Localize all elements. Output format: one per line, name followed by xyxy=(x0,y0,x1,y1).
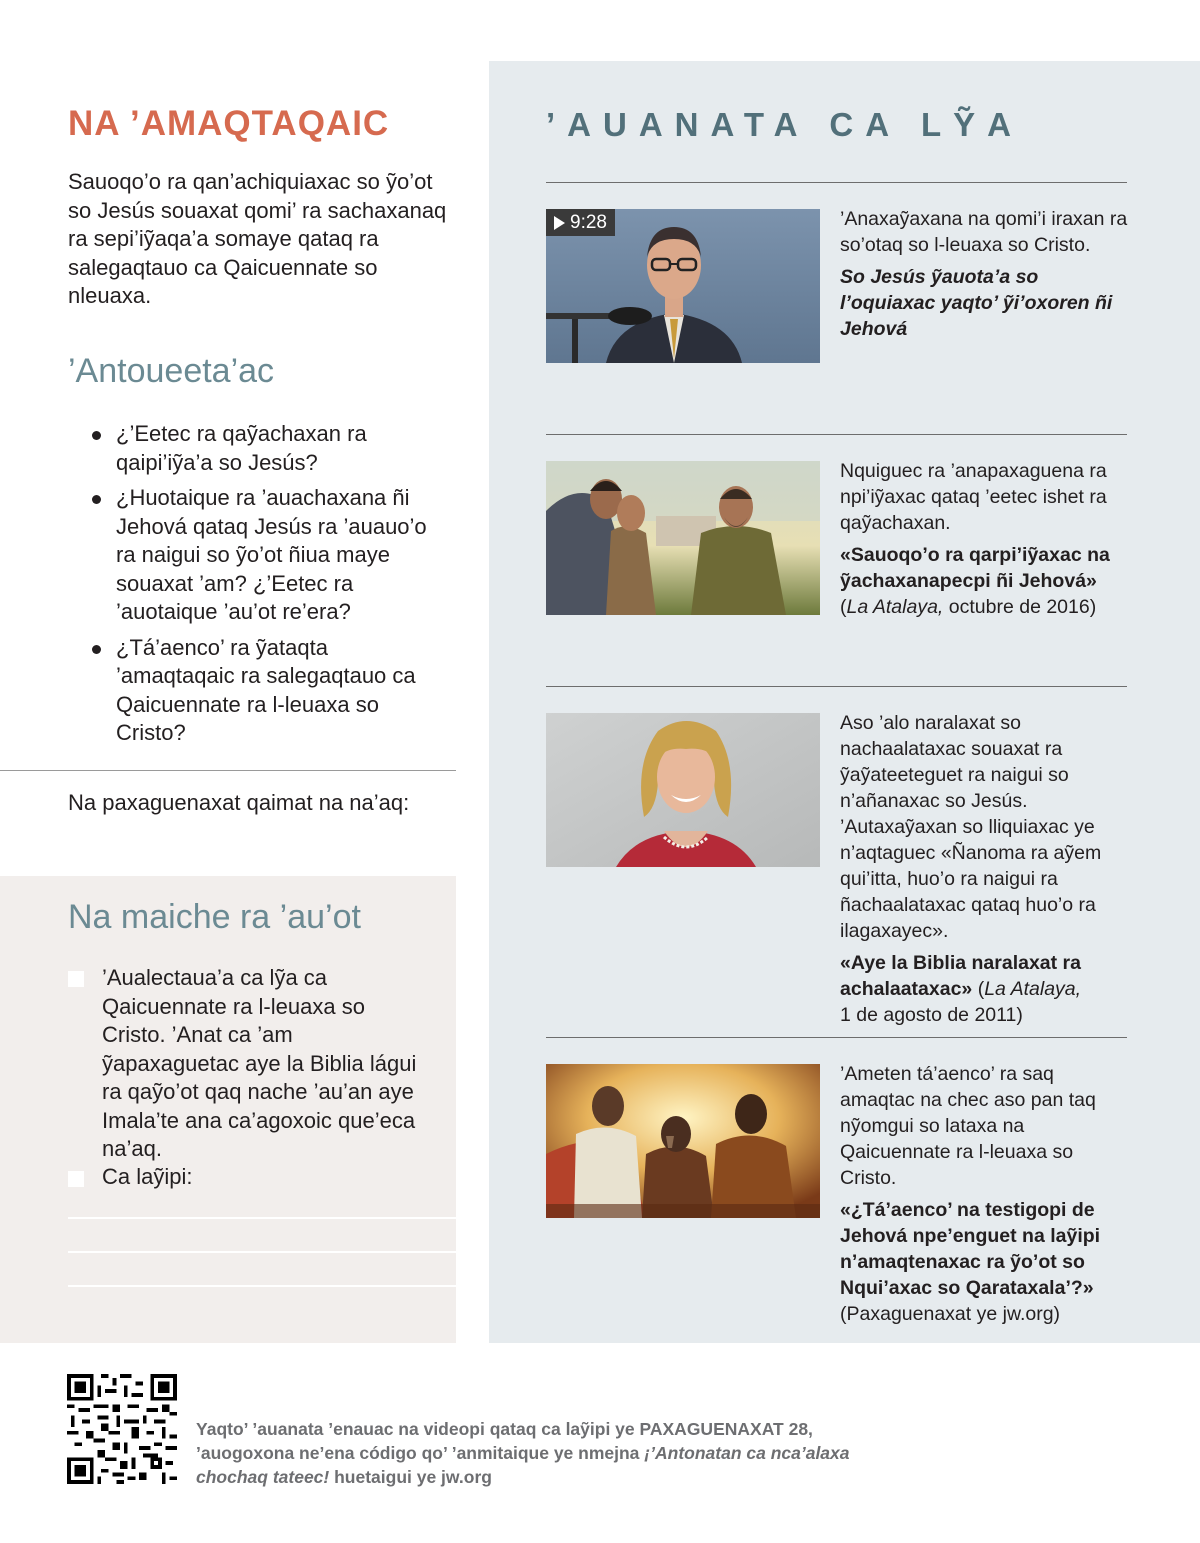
review-heading: ’Antoueeta’ac xyxy=(68,352,275,390)
summary-heading: NA ’AMAQTAQAIC xyxy=(68,104,390,143)
item-divider xyxy=(546,686,1127,687)
item-description: Aso ’alo naralaxat so nachaalataxac souaxat ra ỹaỹateeteguet ra naigui so n’añanaxac so Jesús. ’Autaxaỹaxan so lliquiaxac ye n’aqtaguec «Ñanoma ra aỹem qui’itta, huo’o ra naigui ra ñachaalataxac qataq huo’o ra ilagaxayec». xyxy=(840,712,1102,942)
qr-code[interactable] xyxy=(67,1374,177,1484)
publication-name: La Atalaya, xyxy=(984,978,1082,1000)
item-description: ’Anaxaỹaxana na qomi’i iraxan ra so’otaq so l-leuaxa so Cristo. xyxy=(840,208,1128,256)
review-question: ¿’Eetec ra qaỹachaxan ra qaipi’iỹa’a so Jesús? xyxy=(92,420,442,477)
write-in-line[interactable] xyxy=(68,1251,456,1253)
date-label: Na paxaguenaxat qaimat na na’aq: xyxy=(68,790,410,815)
video-duration: 9:28 xyxy=(570,212,607,233)
article-title-link[interactable]: «Sauoqo’o ra qarpi’iỹaxac na ỹachaxanapecpi ñi Jehová» xyxy=(840,544,1110,592)
article-source: (Paxaguenaxat ye jw.org) xyxy=(840,1303,1061,1325)
explore-heading: ’AUANATA CA LỸA xyxy=(546,106,1023,143)
publication-date: octubre de 2016) xyxy=(943,596,1097,618)
footer-line: ’auogoxona ne’ena código qo’ ’anmitaique ye nmejna xyxy=(196,1443,640,1463)
goal-text: ’Aualectaua’a ca lỹa ca Qaicuennate ra l-leuaxa so Cristo. ’Anat ca ’am ỹapaxaguetac aye la Biblia lágui ra qaỹo’ot qaq nache ’au’an aye Imala’te ana ca’agoxoic que’eca na’aq. xyxy=(102,965,417,1161)
footer-link-text[interactable]: ¡’Antonatan ca nca’alaxa chochaq tateec! xyxy=(196,1443,850,1487)
footer-note xyxy=(196,1417,856,1489)
article-thumbnail[interactable] xyxy=(546,713,820,867)
item-divider xyxy=(546,1037,1127,1038)
goal-checkbox[interactable] xyxy=(68,971,84,987)
write-in-line[interactable] xyxy=(68,1217,456,1219)
other-goal-label: Ca laỹipi: xyxy=(102,1164,193,1189)
article-title-link[interactable]: «Aye la Biblia naralaxat ra achalaataxac» xyxy=(840,952,1081,1000)
goal-heading: Na maiche ra ’au’ot xyxy=(68,898,361,936)
video-title-link[interactable]: So Jesús ỹauota’a so l’oquiaxac yaqto’ ỹi’oxoren ñi Jehová xyxy=(840,266,1113,340)
item-description: Nquiguec ra ’anapaxaguena ra npi’iỹaxac qataq ’eetec ishet ra qaỹachaxan. xyxy=(840,460,1107,534)
article-thumbnail[interactable] xyxy=(546,1064,820,1218)
other-goal-checkbox[interactable] xyxy=(68,1171,84,1187)
article-thumbnail[interactable] xyxy=(546,461,820,615)
item-description: ’Ameten tá’aenco’ ra saq amaqtac na chec aso pan taq nỹomgui so lataxa na Qaicuennate ra l-leuaxa so Cristo. xyxy=(840,1063,1096,1189)
explore-item: Nquiguec ra ’anapaxaguena ra npi’iỹaxac qataq ’eetec ishet ra qaỹachaxan. «Sauoqo’o ra qarpi’iỹaxac na ỹachaxanapecpi ñi Jehová» (La Atalaya, octubre de 2016) xyxy=(840,458,1130,626)
summary-text: Sauoqo’o ra qan’achiquiaxac so ỹo’ot so Jesús souaxat qomi’ ra sachaxanaq ra sepi’iỹaqa’a somaye qataq ra salegaqtauo ca Qaicuennate so nleuaxa. xyxy=(68,169,447,308)
publication-date: 1 de agosto de 2011) xyxy=(840,1004,1023,1026)
explore-item xyxy=(840,1061,1130,1333)
write-in-line[interactable] xyxy=(68,1285,456,1287)
review-question: ¿Tá’aenco’ ra ỹataqta ’amaqtaqaic ra salegaqtauo ca Qaicuennate ra l-leuaxa so Cristo? xyxy=(92,634,442,748)
explore-item: Aso ’alo naralaxat so nachaalataxac souaxat ra ỹaỹateeteguet ra naigui so n’añanaxac so Jesús. ’Autaxaỹaxan so lliquiaxac ye n’aqtaguec «Ñanoma ra aỹem qui’itta, huo’o ra naigui ra ñachaalataxac qataq huo’o ra ilagaxayec». «Aye la Biblia naralaxat ra achalaataxac» (La Atalaya, 1 de agosto de 2011) xyxy=(840,710,1130,1034)
play-icon xyxy=(554,216,565,230)
item-divider xyxy=(546,434,1127,435)
video-duration-badge xyxy=(546,209,615,236)
article-title-link[interactable]: «¿Tá’aenco’ na testigopi de Jehová npe’enguet na laỹipi n’amaqtenaxac ra ỹo’ot so Nqui’axac so Qarataxala’?» xyxy=(840,1199,1101,1299)
explore-item xyxy=(840,206,1130,348)
footer-line: Yaqto’ ’auanata ’enauac na videopi qataq ca laỹipi ye PAXAGUENAXAT 28, xyxy=(196,1419,813,1439)
item-divider xyxy=(546,182,1127,183)
publication-name: La Atalaya, xyxy=(846,596,944,618)
review-question: ¿Huotaique ra ’auachaxana ñi Jehová qataq Jesús ra ’auauo’o ra naigui so ỹo’ot ñiua maye souaxat ’am? ¿’Eetec ra ’auotaique ’au’ot re’era? xyxy=(92,484,442,627)
video-thumbnail[interactable] xyxy=(546,209,820,363)
footer-line: huetaigui ye jw.org xyxy=(329,1467,492,1487)
section-divider xyxy=(0,770,456,771)
review-question-list xyxy=(92,420,442,755)
